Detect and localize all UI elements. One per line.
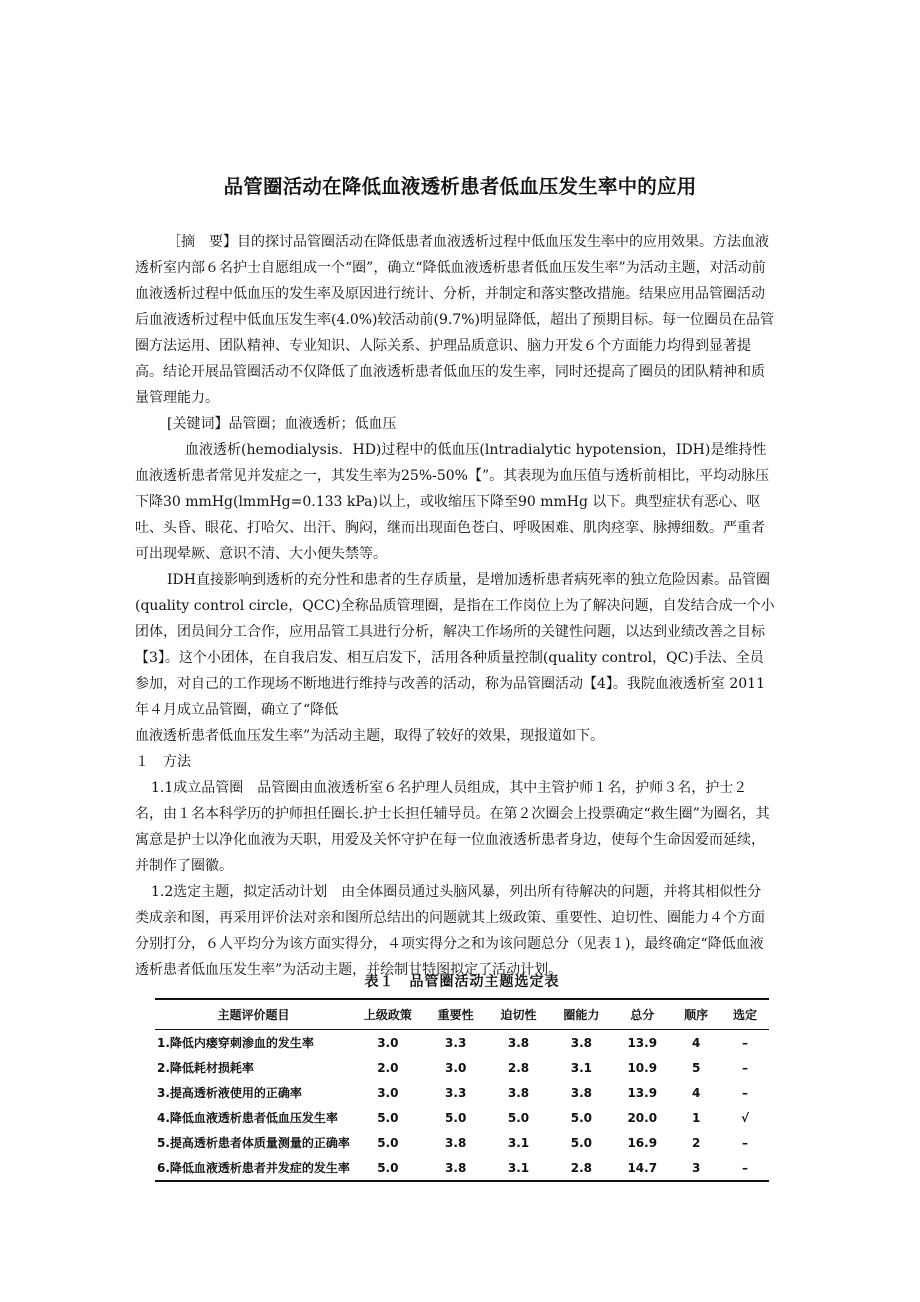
table-cell: 3.3 — [445, 1085, 467, 1100]
table-cell: 10.9 — [627, 1060, 658, 1075]
table-header-cell: 重要性 — [424, 999, 488, 1030]
intro-paragraph-2-continued: 血液透析患者低血压发生率”为活动主题，取得了较好的效果，现报道如下。 — [135, 728, 605, 744]
table-cell: 13.9 — [627, 1035, 658, 1050]
table-cell: 14.7 — [627, 1160, 658, 1175]
intro-paragraph-2: IDH直接影响到透析的充分性和患者的生存质量，是增加透析患者病死率的独立危险因素。品管圈(quality control circle，QCC)全称品质管理圈，是指在工作岗位上为了解决问题，自发结合成一个小团体，团员间分工合作，应用品管工具进行分析，解决工作场所的关键性问题，以达到业绩改善之目标【3】。这个小团体，在自我启发、相互启发下，活用各种质量控制(quality control，QC)手法、全员参加，对自己的工作现场不断地进行维持与改善的活动，称为品管圈活动【4】。我院血液透析室 2011 年４月成立品管圈，确立了“降低 — [135, 572, 775, 718]
table-cell: 3.1 — [570, 1060, 592, 1075]
table-cell: – — [742, 1035, 749, 1050]
table-cell: 3.3 — [445, 1035, 467, 1050]
table-cell: 5.0 — [570, 1110, 592, 1125]
table-header-cell: 总分 — [613, 999, 671, 1030]
table-cell: 2.8 — [570, 1160, 592, 1175]
table-cell: 3.0 — [377, 1035, 399, 1050]
table-cell: 5.0 — [507, 1110, 530, 1125]
table-cell: 3.0 — [445, 1060, 467, 1075]
abstract-paragraph: ［摘 要】目的探讨品管圈活动在降低患者血液透析过程中低血压发生率中的应用效果。方法血液透析室内部６名护士自愿组成一个“圈”，确立“降低血液透析患者低血压发生率”为活动主题，对活动前血液透析过程中低血压的发生率及原因进行统计、分析，并制定和落实整改措施。结果应用品管圈活动后血液透析过程中低血压发生率(4.0%)较活动前(9.7%)明显降低，超出了预期目标。每一位圈员在品管圈方法运用、团队精神、专业知识、人际关系、护理品质意识、脑力开发６个方面能力均得到显著提高。结论开展品管圈活动不仅降低了血液透析患者低血压的发生率，同时还提高了圈员的团队精神和质量管理能力。 — [135, 234, 774, 406]
table-cell: 3.1 — [507, 1135, 530, 1150]
paper-title: 品管圈活动在降低血液透析患者低血压发生率中的应用 — [223, 175, 697, 198]
table-cell: 5.0 — [377, 1110, 399, 1125]
table-cell: – — [742, 1135, 749, 1150]
table-header-cell: 圈能力 — [549, 999, 613, 1030]
table-cell: 3.8 — [445, 1160, 467, 1175]
table-header-row — [155, 999, 769, 1030]
table-cell: 3.8 — [507, 1035, 530, 1050]
table-cell: 20.0 — [627, 1110, 658, 1125]
table-cell: 4 — [691, 1085, 701, 1100]
table-grid — [155, 998, 769, 1182]
table-cell: 5 — [691, 1060, 701, 1075]
table-row — [155, 1080, 769, 1105]
paper-body — [135, 229, 775, 983]
table-cell: – — [742, 1060, 749, 1075]
table-cell: 2.降低耗材损耗率 — [157, 1061, 254, 1075]
table-cell: 3.8 — [445, 1135, 467, 1150]
table-header-cell: 上级政策 — [352, 999, 424, 1030]
table-cell: 6.降低血液透析患者并发症的发生率 — [157, 1161, 350, 1175]
table-cell: 5.提高透析患者体质量测量的正确率 — [157, 1136, 350, 1150]
methods-paragraph-1-1: 1.1成立品管圈 品管圈由血液透析室６名护理人员组成，其中主管护师１名，护师３名，护士２名，由１名本科学历的护师担任圈长.护士长担任辅导员。在第２次圈会上投票确定“救生圈”为圈名，其寓意是护士以净化血液为天职，用爱及关怀守护在每一位血液透析患者身边，使每个生命因爱而延续，并制作了圈徽。 — [135, 780, 770, 874]
table-cell: 3.8 — [570, 1085, 592, 1100]
table-header-cell: 选定 — [721, 999, 769, 1030]
keywords-line: [关键词】品管圈；血液透析；低血压 — [167, 416, 397, 432]
table-cell: – — [742, 1085, 749, 1100]
table-row — [155, 1155, 769, 1181]
table-caption: 表１ 品管圈活动主题选定表 — [364, 974, 560, 990]
table-cell: 5.0 — [445, 1110, 467, 1125]
table-cell: 5.0 — [570, 1135, 592, 1150]
table-cell: 4 — [691, 1035, 701, 1050]
table-cell: 2 — [691, 1135, 701, 1150]
table-row — [155, 1030, 769, 1056]
table-cell: 16.9 — [627, 1135, 658, 1150]
table-header-cell: 主题评价题目 — [155, 999, 352, 1030]
table-row — [155, 1130, 769, 1155]
table-cell: 3 — [691, 1160, 701, 1175]
table-cell: 2.8 — [507, 1060, 530, 1075]
table-header-cell: 迫切性 — [488, 999, 550, 1030]
table-cell: 13.9 — [627, 1085, 658, 1100]
table-cell: 2.0 — [377, 1060, 399, 1075]
table-cell: – — [742, 1160, 749, 1175]
table-cell: 3.8 — [507, 1085, 530, 1100]
table-row — [155, 1055, 769, 1080]
table-cell: 3.提高透析液使用的正确率 — [157, 1086, 302, 1100]
table-cell: 3.1 — [507, 1160, 530, 1175]
table-cell: 4.降低血液透析患者低血压发生率 — [157, 1111, 338, 1125]
table-cell: 5.0 — [377, 1135, 399, 1150]
table-cell: 1.降低内瘘穿刺渗血的发生率 — [157, 1036, 314, 1050]
table-header-cell: 顺序 — [671, 999, 721, 1030]
section-heading-methods: １ 方法 — [135, 754, 191, 770]
intro-paragraph-1: 血液透析(hemodialysis．HD)过程中的低血压(lntradialytic hypotension，IDH)是维持性血液透析患者常见并发症之一，其发生率为25%-50%【”。其表现为血压值与透析前相比，平均动脉压下降30 mmHg(lmmHg=0.133 kPa)以上，或收缩压下降至90 mmHg 以下。典型症状有恶心、呕吐、头昏、眼花、打哈欠、出汗、胸闷，继而出现面色苍白、呼吸困难、肌肉痉挛、脉搏细数。严重者可出现晕厥、意识不清、大小便失禁等。 — [135, 442, 770, 562]
table-cell: √ — [741, 1110, 750, 1125]
table-cell: 3.0 — [377, 1085, 399, 1100]
table-cell: 5.0 — [377, 1160, 399, 1175]
methods-paragraph-1-2: 1.2选定主题，拟定活动计划 由全体圈员通过头脑风暴，列出所有待解决的问题，并将其相似性分类成亲和图，再采用评价法对亲和图所总结出的问题就其上级政策、重要性、迫切性、圈能力４个方面分别打分，６人平均分为该方面实得分，４项实得分之和为该问题总分（见表１)，最终确定“降低血液透析患者低血压发生率”为活动主题，并绘制甘特图拟定了活动计划。 — [135, 884, 765, 978]
table-cell: 3.8 — [570, 1035, 592, 1050]
table-row — [155, 1105, 769, 1130]
topic-selection-table — [155, 971, 769, 1182]
table-cell: 1 — [691, 1110, 701, 1125]
